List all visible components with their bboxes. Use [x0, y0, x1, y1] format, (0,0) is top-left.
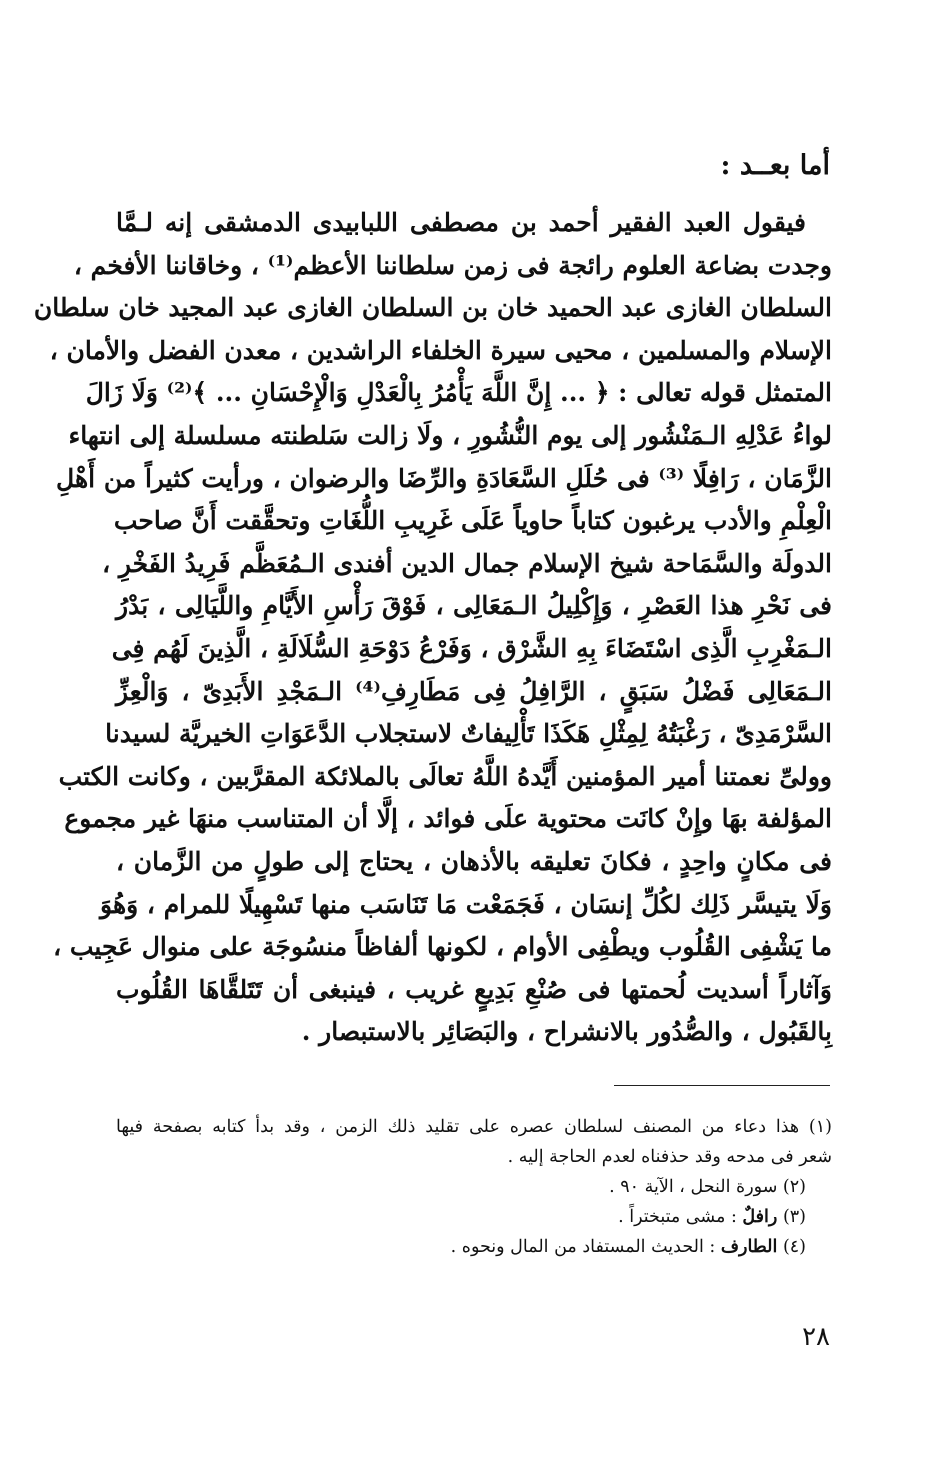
main-text [33, 202, 832, 1054]
text-line: فى مكانٍ واحِدٍ ، فكانَ تعليقه بالأذهان ، يحتاج إلى طولٍ من الزَّمان ، [116, 846, 832, 876]
text-line: بِالقَبُول ، والصُّدُور بالانشراح ، والبَصَائِر بالاستبصار . [301, 1017, 832, 1047]
text-line: وَلَا يتيسَّر ذَلِك لكُلِّ إنسَان ، فَجَمَعْت مَا تَنَاسَب منها تَسْهِيلًا للمرام ، وَهُوَ [100, 889, 832, 919]
text-line: المؤلفة بهَا وإِنْ كانَت محتوية علَى فوائد ، إلَّا أن المتناسب منهَا غير مجموع [64, 804, 832, 834]
text-line: وولىِّ نعمتنا أمير المؤمنين أَيَّدهُ اللَّهُ تعالَى بالملائكة المقرَّبين ، وكانت الكتب [58, 761, 832, 791]
text-line: الْعِلْمِ والأدب يرغبون كتاباً حاوياً عَلَى غَرِيبِ اللُّغَاتِ وتحقَّقت أَنَّ صاحب [113, 506, 832, 536]
section-heading: أما بعــد : [720, 150, 830, 181]
text-line: فى نَحْرِ هذا العَصْرِ ، وَإِكْلِيلُ الـمَعَالِى ، فَوْقَ رَأْسِ الأَيَّامِ واللَّيَالِى ، بَدْرُ [116, 591, 832, 621]
text-line: السَّرْمَدِىّ ، رَغْبَتُهُ لِمِثْلِ هَكَذَا تَأْلِيفاتٌ لاستجلاب الدَّعَوَاتِ الخيريَّة لسيدنا [105, 719, 832, 749]
text-line: وجدت بضاعة العلوم رائجة فى زمن سلطاننا الأعظم⁽¹⁾ ، وخاقاننا الأفخم ، [73, 250, 832, 280]
text-line: الدولَة والسَّمَاحة شيخ الإسلام جمال الدين أفندى الـمُعَظَّم فَرِيدُ الفَخْرِ ، [102, 548, 832, 578]
text-line: وَآثاراً أسديت لُحمتها فى صُنْعِ بَدِيعٍ غريب ، فينبغى أن تَتَلقَّاهَا القُلُوب [116, 974, 832, 1004]
page-number: ٢٨ [802, 1322, 830, 1352]
footnote-4 [116, 1232, 832, 1262]
text-line: الـمَعَالِى فَضْلُ سَبَقٍ ، الرَّافِلُ فِى مَطَارِفِ⁽⁴⁾ الـمَجْدِ الأَبَدِىّ ، وَالْعِزِّ [116, 676, 832, 706]
text-line: لواءُ عَدْلِهِ الـمَنْشُور إلى يوم النُّشُورِ ، ولَا زالت سَلطنته مسلسلة إلى انتهاء [68, 420, 832, 450]
text-line: الإسلام والمسلمين ، محيى سيرة الخلفاء الراشدين ، معدن الفضل والأمان ، [49, 335, 832, 365]
text-line: الزَّمَان ، رَافِلًا ⁽³⁾ فى حُلَلِ السَّعَادَةِ والرِّضَا والرضوان ، ورأيت كثيراً من أَهْلِ [56, 463, 832, 493]
text-line: ما يَشْفِى القُلُوب ويطْفِى الأوام ، لكونها ألفاظاً منسُوجَة على منوال عَجِيب ، [53, 932, 832, 962]
footnote-3-definition: : مشى متبختراً . [618, 1207, 737, 1227]
footnote-divider [614, 1085, 830, 1086]
footnote-3-term: رافلٌ [742, 1207, 778, 1227]
text-line: السلطان الغازى عبد الحميد خان بن السلطان الغازى عبد المجيد خان سلطان [33, 293, 832, 323]
text-line: الـمَغْرِبِ الَّذِى اسْتَضَاءَ بِهِ الشَّرْق ، وَفَرْعُ دَوْحَةِ السُّلَالَةِ ، الَّذِينَ لَهُم فِى [111, 633, 832, 663]
footnote-4-definition: : الحديث المستفاد من المال ونحوه . [450, 1237, 716, 1257]
text-line: فيقول العبد الفقير أحمد بن مصطفى اللبابيدى الدمشقى إنه لـمَّا [116, 208, 806, 237]
footnote-4-number: (٤) [782, 1237, 806, 1257]
footnote-3 [116, 1202, 832, 1232]
text-line: المتمثل قوله تعالى : ﴿ ... إِنَّ اللَّهَ يَأْمُرُ بِالْعَدْلِ وَالْإِحْسَانِ ... ﴾⁽²⁾ وَلَا زَالَ [85, 378, 832, 408]
footnote-2: (٢) سورة النحل ، الآية ٩٠ . [609, 1177, 806, 1197]
footnote-1: (١) هذا دعاء من المصنف لسلطان عصره على تقليد ذلك الزمن ، وقد بدأ كتابه بصفحة فيها [116, 1117, 832, 1137]
footnotes [116, 1112, 832, 1262]
footnote-4-term: الطارف [720, 1237, 778, 1257]
footnote-3-number: (٣) [782, 1207, 806, 1227]
footnote-1-continued: شعر فى مدحه وقد حذفناه لعدم الحاجة إليه . [507, 1147, 832, 1167]
